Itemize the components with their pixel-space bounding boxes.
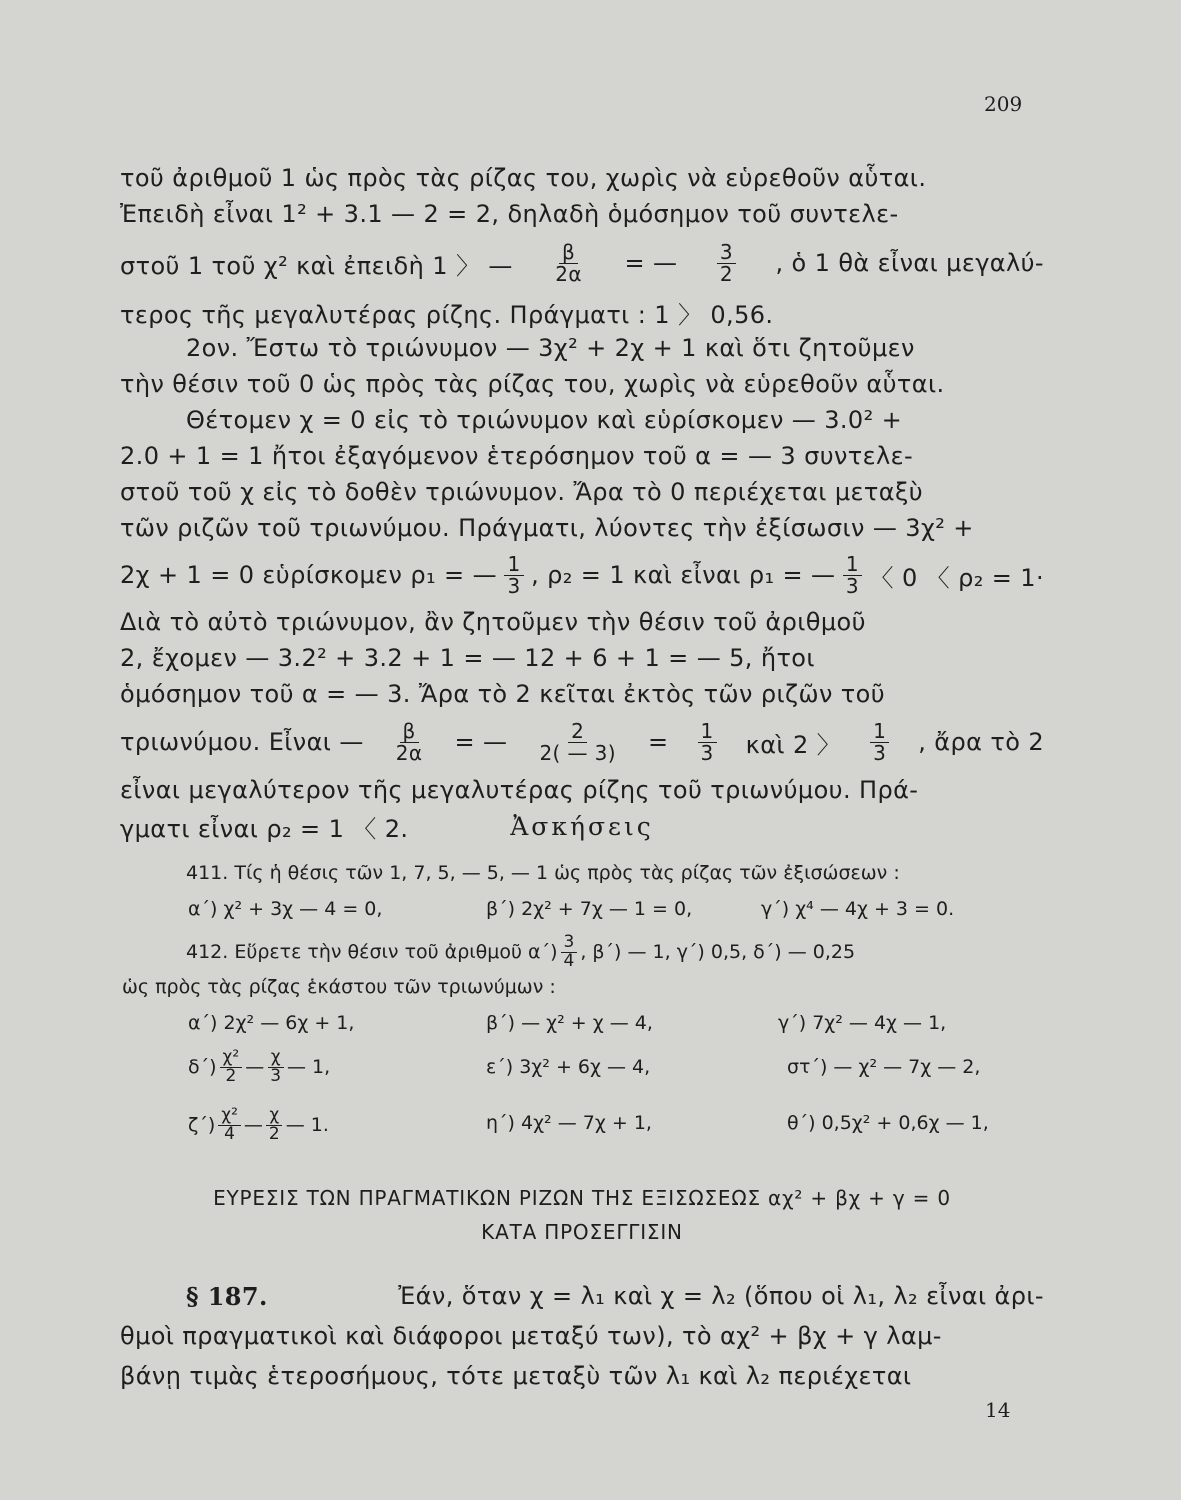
fraction — [843, 551, 862, 598]
text-run: τριωνύμου. Εἶναι — — [120, 728, 364, 756]
fraction — [698, 718, 717, 765]
fraction-denominator: 4 — [563, 950, 575, 971]
fraction — [717, 239, 736, 286]
text-run: = — — [624, 249, 678, 277]
fraction-denominator: 2 — [225, 1065, 237, 1086]
fraction — [870, 718, 889, 765]
fraction-numerator: χ — [266, 1107, 282, 1126]
section-187 — [120, 1276, 1044, 1396]
exercise-411-c: γ΄) χ⁴ — 4χ + 3 = 0. — [761, 898, 955, 920]
fraction-numerator: 3 — [717, 242, 736, 264]
text-line — [120, 1276, 1044, 1316]
text-run: — — [243, 1114, 263, 1136]
text-run: = — — [454, 728, 508, 756]
section-title-line2: ΚΑΤΑ ΠΡΟΣΕΓΓΙΣΙΝ — [481, 1220, 683, 1244]
fraction-numerator: 3 — [561, 934, 578, 953]
text-run: , ἄρα τὸ 2 — [918, 728, 1044, 756]
section-number: § 187. — [186, 1281, 268, 1311]
exercise-412-e: ε΄) 3χ² + 6χ — 4, — [486, 1056, 651, 1078]
text-run: 〈 0 〈 ρ₂ = 1· — [869, 563, 1044, 592]
text-line: στοῦ τοῦ χ εἰς τὸ δοθὲν τριώνυμον. Ἄρα τὸ 0 περιέχεται μεταξὺ — [120, 478, 924, 506]
text-run: — 1. — [285, 1114, 329, 1136]
text-line: τερος τῆς μεγαλυτέρας ρίζης. Πράγματι : 1 〉 0,56. — [120, 300, 774, 329]
text-line: 2.0 + 1 = 1 ἤτοι ἐξαγόμενον ἑτερόσημον τοῦ α = — 3 συντελε- — [120, 442, 914, 470]
fraction-denominator: 2 — [719, 261, 734, 286]
exercise-412-c: γ΄) 7χ² — 4χ — 1, — [778, 1012, 947, 1034]
exercise-412-line2: ὡς πρὸς τὰς ρίζας ἑκάστου τῶν τριωνύμων : — [122, 976, 556, 998]
text-run: , β΄) — 1, γ΄) 0,5, δ΄) — 0,25 — [580, 941, 856, 963]
text-run: , ρ₂ = 1 καὶ εἶναι ρ₁ = — — [531, 561, 836, 589]
fraction-numerator: 1 — [843, 554, 862, 576]
exercises-heading: Ἀσκήσεις — [510, 812, 654, 841]
fraction — [266, 1104, 283, 1144]
fraction — [393, 718, 426, 765]
fraction-denominator: 2α — [395, 740, 423, 765]
exercise-412-title — [186, 930, 855, 974]
text-line: τῶν ριζῶν τοῦ τριωνύμου. Πράγματι, λύοντες τὴν ἐξίσωσιν — 3χ² + — [120, 514, 974, 542]
fraction-numerator: 2 — [568, 721, 587, 743]
text-line — [120, 546, 1044, 604]
text-line: Ἐπειδὴ εἶναι 1² + 3.1 — 2 = 2, δηλαδὴ ὁμόσημον τοῦ συντελε- — [120, 200, 899, 228]
fraction-numerator: 1 — [698, 721, 717, 743]
text-run: — — [245, 1056, 265, 1078]
exercise-412-b: β΄) — χ² + χ — 4, — [486, 1012, 653, 1034]
fraction — [267, 1046, 284, 1086]
text-line: 2ον. Ἔστω τὸ τριώνυμον — 3χ² + 2χ + 1 καὶ ὅτι ζητοῦμεν — [186, 334, 915, 362]
fraction — [220, 1046, 243, 1086]
section-title-line1: ΕΥΡΕΣΙΣ ΤΩΝ ΠΡΑΓΜΑΤΙΚΩΝ ΡΙΖΩΝ ΤΗΣ ΕΞΙΣΩΣΕΩΣ αχ² + βχ + γ = 0 — [213, 1186, 951, 1210]
exercise-411-b: β΄) 2χ² + 7χ — 1 = 0, — [486, 898, 693, 920]
text-line: Θέτομεν χ = 0 εἰς τὸ τριώνυμον καὶ εὑρίσκομεν — 3.0² + — [186, 406, 903, 434]
text-run: καὶ 2 〉 — [745, 730, 842, 759]
text-run: , ὁ 1 θὰ εἶναι μεγαλύ- — [775, 249, 1044, 277]
fraction-denominator: 4 — [224, 1123, 235, 1144]
text-run: 412. Εὕρετε τὴν θέσιν τοῦ ἀριθμοῦ α΄) — [186, 941, 558, 963]
exercise-411-a: α΄) χ² + 3χ — 4 = 0, — [188, 898, 383, 920]
fraction-denominator: 2 — [268, 1123, 280, 1144]
text-run: ζ΄) — [188, 1114, 216, 1136]
text-line: βάνῃ τιμὰς ἑτεροσήμους, τότε μεταξὺ τῶν λ₁ καὶ λ₂ περιέχεται — [120, 1362, 912, 1390]
text-line: εἶναι μεγαλύτερον τῆς μεγαλυτέρας ρίζης τοῦ τριωνύμου. Πρά- — [120, 776, 919, 804]
exercise-412-h: η΄) 4χ² — 7χ + 1, — [486, 1112, 652, 1134]
fraction-numerator: χ² — [220, 1049, 243, 1068]
text-line — [120, 712, 1044, 772]
fraction-denominator: 3 — [700, 740, 714, 765]
page-number-bottom: 14 — [985, 1398, 1011, 1422]
text-line: τοῦ ἀριθμοῦ 1 ὡς πρὸς τὰς ρίζας του, χωρὶς νὰ εὑρεθοῦν αὗται. — [120, 164, 927, 192]
fraction-numerator: 1 — [504, 554, 523, 576]
text-line: θμοὶ πραγματικοὶ καὶ διάφοροι μεταξύ των), τὸ αχ² + βχ + γ λαμ- — [120, 1322, 942, 1350]
fraction — [561, 931, 578, 971]
page-number-top: 209 — [984, 92, 1023, 116]
fraction — [504, 551, 523, 598]
fraction-numerator: χ — [268, 1049, 284, 1068]
text-run: δ΄) — [188, 1056, 217, 1078]
exercise-412-g — [188, 1100, 329, 1150]
fraction-denominator: 2α — [555, 261, 582, 286]
exercise-411-title: 411. Τίς ἡ θέσις τῶν 1, 7, 5, — 5, — 1 ὡς πρὸς τὰς ρίζας τῶν ἐξισώσεων : — [186, 862, 900, 884]
fraction — [536, 718, 619, 765]
text-line: ὁμόσημον τοῦ α = — 3. Ἄρα τὸ 2 κεῖται ἐκτὸς τῶν ριζῶν τοῦ — [120, 680, 886, 708]
fraction-denominator: 2( — 3) — [539, 740, 617, 765]
fraction-denominator: 3 — [270, 1065, 282, 1086]
text-line: γματι εἶναι ρ₂ = 1 〈 2. — [120, 814, 409, 843]
exercise-412-i: θ΄) 0,5χ² + 0,6χ — 1, — [787, 1112, 989, 1134]
fraction-numerator: χ² — [218, 1107, 241, 1126]
exercise-412-d — [188, 1042, 330, 1092]
text-run: 2χ + 1 = 0 εὑρίσκομεν ρ₁ = — — [120, 561, 497, 589]
fraction-numerator: β — [400, 721, 419, 743]
fraction-numerator: 1 — [870, 721, 889, 743]
text-run: στοῦ 1 τοῦ χ² καὶ ἐπειδὴ 1 〉 — — [120, 251, 513, 280]
exercise-412-a: α΄) 2χ² — 6χ + 1, — [188, 1012, 355, 1034]
paragraph-block — [120, 160, 1044, 844]
text-run: Ἐάν, ὅταν χ = λ₁ καὶ χ = λ₂ (ὅπου οἱ λ₁, λ₂ εἶναι ἀρι- — [398, 1282, 1044, 1310]
text-line — [120, 232, 1044, 294]
fraction — [552, 239, 585, 286]
fraction-denominator: 3 — [507, 573, 521, 598]
text-line: Διὰ τὸ αὐτὸ τριώνυμον, ἂν ζητοῦμεν τὴν θέσιν τοῦ ἀριθμοῦ — [120, 608, 866, 636]
fraction-denominator: 3 — [845, 573, 860, 598]
fraction — [218, 1104, 241, 1144]
text-run: — 1, — [287, 1056, 331, 1078]
exercise-412-f: στ΄) — χ² — 7χ — 2, — [787, 1056, 981, 1078]
fraction-denominator: 3 — [873, 740, 887, 765]
text-line: 2, ἔχομεν — 3.2² + 3.2 + 1 = — 12 + 6 + 1 = — 5, ἤτοι — [120, 644, 815, 672]
fraction-numerator: β — [559, 242, 578, 264]
text-run: = — [648, 728, 669, 756]
text-line: τὴν θέσιν τοῦ 0 ὡς πρὸς τὰς ρίζας του, χωρὶς νὰ εὑρεθοῦν αὗται. — [120, 370, 945, 398]
